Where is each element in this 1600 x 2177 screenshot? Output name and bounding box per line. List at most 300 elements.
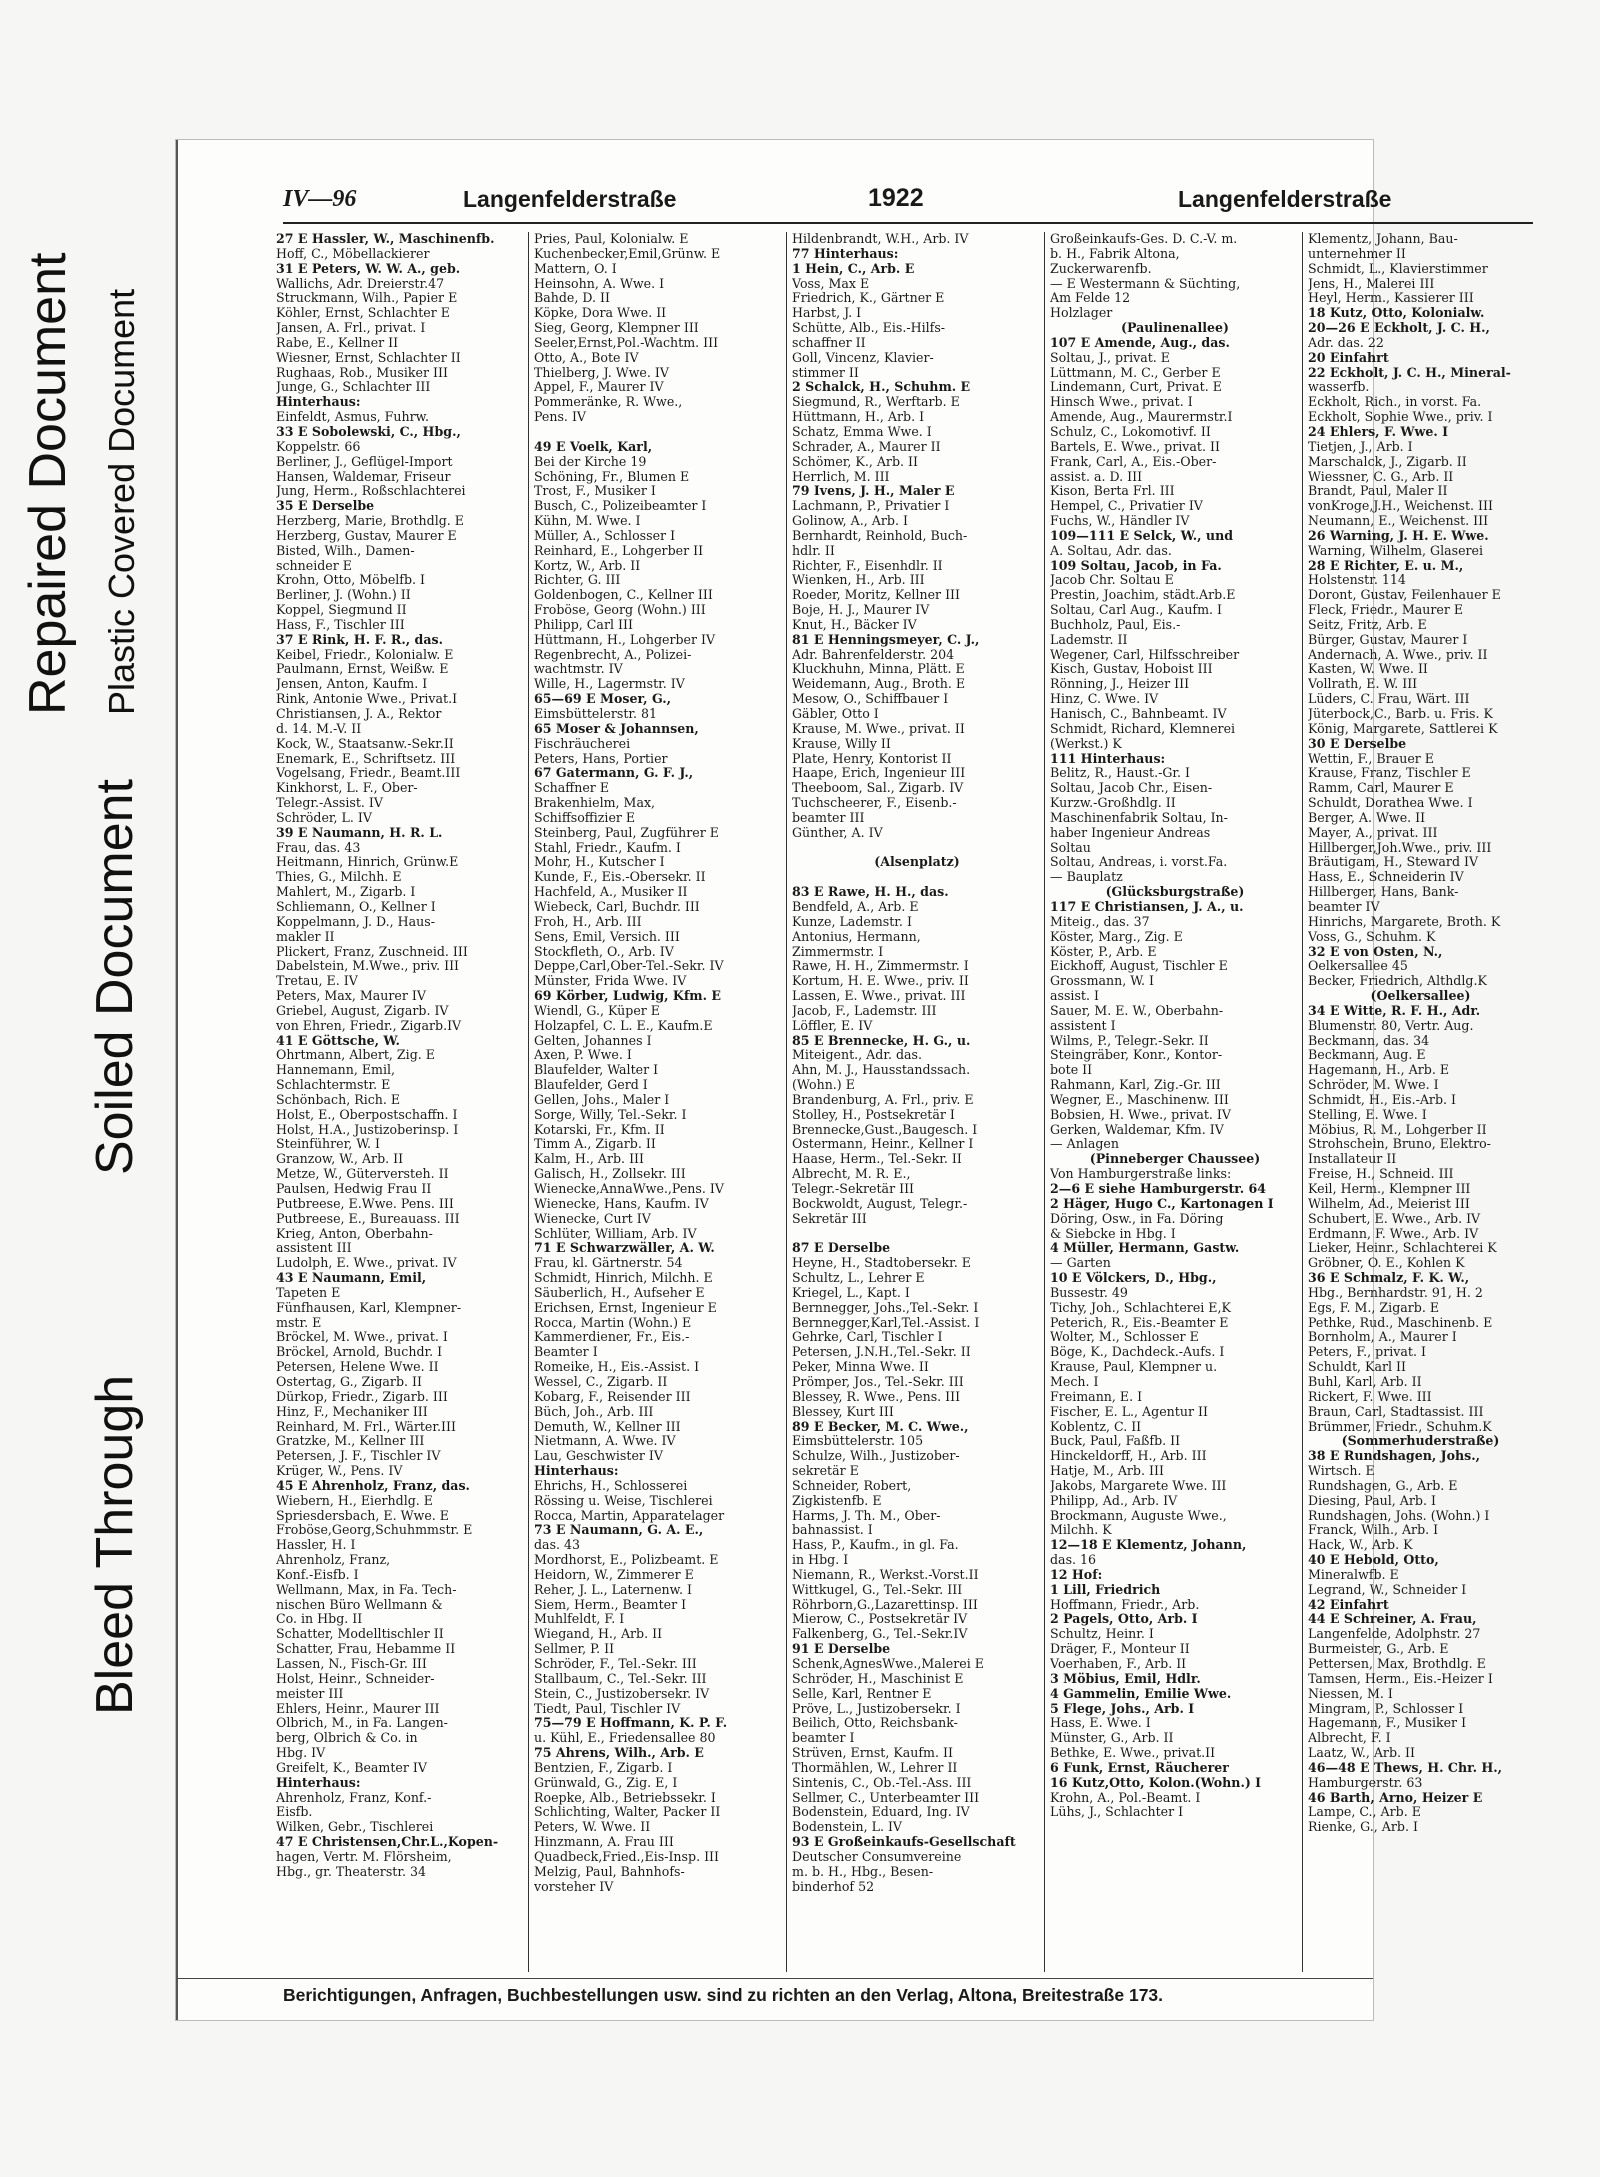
directory-entry: Rundshagen, Johs. (Wohn.) I bbox=[1308, 1508, 1490, 1523]
directory-entry: Dräger, F., Monteur II bbox=[1050, 1642, 1190, 1657]
directory-entry: Voss, Max E bbox=[792, 276, 870, 291]
directory-entry: Milchh. K bbox=[1050, 1523, 1112, 1538]
directory-entry: Peker, Minna Wwe. II bbox=[792, 1360, 929, 1375]
directory-entry: Mierow, C., Postsekretär IV bbox=[792, 1612, 968, 1627]
directory-entry: Schultz, L., Lehrer E bbox=[792, 1271, 925, 1286]
directory-entry: Richter, G. III bbox=[534, 573, 621, 588]
directory-entry: Pethke, Rud., Maschinenb. E bbox=[1308, 1315, 1493, 1330]
directory-entry: Wienken, H., Arb. III bbox=[792, 573, 925, 588]
directory-entry: 2—6 E siehe Hamburgerstr. 64 bbox=[1050, 1182, 1267, 1196]
directory-entry: Döring, Osw., in Fa. Döring bbox=[1050, 1211, 1224, 1226]
directory-entry: Wilhelm, Ad., Meierist III bbox=[1308, 1196, 1470, 1211]
directory-entry: Wirtsch. E bbox=[1308, 1464, 1375, 1479]
directory-entry: Prestin, Joachim, städt.Arb.E bbox=[1050, 588, 1236, 603]
directory-entry: Thormählen, W., Lehrer II bbox=[792, 1760, 958, 1775]
directory-entry: 6 Funk, Ernst, Räucherer bbox=[1050, 1760, 1229, 1775]
directory-entry: Großeinkaufs-Ges. D. C.-V. m. bbox=[1050, 232, 1238, 246]
directory-entry: unternehmer II bbox=[1308, 246, 1406, 261]
directory-entry: 42 Einfahrt bbox=[1308, 1597, 1389, 1612]
directory-entry: Beckmann, Aug. E bbox=[1308, 1048, 1426, 1063]
directory-entry: Spriesdersbach, E. Wwe. E bbox=[276, 1508, 449, 1523]
directory-entry: d. 14. M.-V. II bbox=[276, 721, 362, 736]
directory-entry: Bethke, E. Wwe., privat.II bbox=[1050, 1746, 1216, 1761]
directory-entry: Froböse, Georg (Wohn.) III bbox=[534, 603, 706, 618]
directory-entry: 16 Kutz,Otto, Kolon.(Wohn.) I bbox=[1050, 1775, 1262, 1790]
directory-entry: 65—69 E Moser, G., bbox=[534, 692, 672, 707]
directory-entry: Mattern, O. I bbox=[534, 261, 617, 276]
directory-entry: Putbreese, E.Wwe. Pens. III bbox=[276, 1196, 454, 1211]
directory-entry: Wessel, C., Zigarb. II bbox=[534, 1374, 668, 1389]
directory-entry: Schmidt, H., Eis.-Arb. I bbox=[1308, 1092, 1456, 1107]
directory-entry: u. Kühl, E., Friedensallee 80 bbox=[534, 1731, 716, 1746]
directory-entry: 32 E von Osten, N., bbox=[1308, 944, 1443, 959]
directory-entry: 4 Gammelin, Emilie Wwe. bbox=[1050, 1686, 1232, 1701]
directory-entry: Zuckerwarenfb. bbox=[1050, 261, 1152, 276]
directory-entry: bahnassist. I bbox=[792, 1523, 873, 1538]
directory-entry: Reher, J. L., Laternenw. I bbox=[534, 1582, 692, 1597]
directory-entry: Lüttmann, M. C., Gerber E bbox=[1050, 365, 1221, 380]
directory-entry: Selle, Karl, Rentner E bbox=[792, 1686, 932, 1701]
directory-entry: 67 Gatermann, G. F. J., bbox=[534, 766, 694, 781]
directory-entry: 27 E Hassler, W., Maschinenfb. bbox=[276, 232, 495, 246]
directory-entry: Romeike, H., Eis.-Assist. I bbox=[534, 1360, 700, 1375]
directory-entry: 85 E Brennecke, H. G., u. bbox=[792, 1033, 971, 1048]
directory-entry: Hinsch Wwe., privat. I bbox=[1050, 395, 1193, 410]
directory-entry: 2 Schalck, H., Schuhm. E bbox=[792, 380, 971, 395]
directory-entry: (Paulinenallee) bbox=[1120, 321, 1229, 336]
directory-entry: Dabelstein, M.Wwe., priv. III bbox=[276, 959, 460, 974]
directory-entry: Hamburgerstr. 63 bbox=[1308, 1775, 1423, 1790]
directory-entry: Bisted, Wilh., Damen- bbox=[276, 543, 415, 558]
directory-entry: 22 Eckholt, J. C. H., Mineral- bbox=[1308, 365, 1511, 380]
directory-entry: Schultz, Heinr. I bbox=[1050, 1627, 1154, 1642]
directory-entry: Löffler, E. IV bbox=[792, 1018, 873, 1033]
directory-entry: Tuchscheerer, F., Eisenb.- bbox=[792, 796, 957, 811]
directory-entry: Brandenburg, A. Frl., priv. E bbox=[792, 1092, 974, 1107]
directory-entry: Gehrke, Carl, Tischler I bbox=[792, 1330, 943, 1345]
directory-entry: Lühs, J., Schlachter I bbox=[1050, 1805, 1184, 1820]
directory-entry: Günther, A. IV bbox=[792, 825, 883, 840]
directory-entry: Hoffmann, Friedr., Arb. bbox=[1050, 1597, 1200, 1612]
directory-entry bbox=[792, 1227, 1042, 1242]
directory-entry: Bernhardt, Reinhold, Buch- bbox=[792, 528, 968, 543]
directory-entry: Freimann, E. I bbox=[1050, 1389, 1143, 1404]
directory-entry: Kortum, H. E. Wwe., priv. II bbox=[792, 974, 969, 989]
directory-entry: m. b. H., Hbg., Besen- bbox=[792, 1864, 934, 1879]
directory-entry: 45 E Ahrenholz, Franz, das. bbox=[276, 1478, 470, 1493]
directory-entry bbox=[534, 425, 784, 440]
directory-entry: assist. I bbox=[1050, 989, 1099, 1004]
directory-entry: Hinckeldorff, H., Arb. III bbox=[1050, 1449, 1207, 1464]
directory-entry: Peters, Hans, Portier bbox=[534, 751, 668, 766]
directory-entry: Haase, Herm., Tel.-Sekr. II bbox=[792, 1152, 962, 1167]
directory-entry: 83 E Rawe, H. H., das. bbox=[792, 885, 949, 900]
directory-entry: Krüger, W., Pens. IV bbox=[276, 1464, 403, 1479]
directory-entry: 77 Hinterhaus: bbox=[792, 246, 899, 261]
directory-entry: 3 Möbius, Emil, Hdlr. bbox=[1050, 1671, 1201, 1686]
directory-entry: Blaufelder, Walter I bbox=[534, 1063, 659, 1078]
directory-entry: Langenfelde, Adolphstr. 27 bbox=[1308, 1627, 1481, 1642]
directory-entry: Tamsen, Herm., Eis.-Heizer I bbox=[1308, 1671, 1493, 1686]
directory-entry: Christiansen, J. A., Rektor bbox=[276, 707, 442, 721]
directory-entry: Beamter I bbox=[534, 1345, 598, 1360]
directory-entry: 75—79 E Hoffmann, K. P. F. bbox=[534, 1716, 728, 1731]
directory-entry: Maschinenfabrik Soltau, In- bbox=[1050, 810, 1228, 825]
directory-entry: Klementz, Johann, Bau- bbox=[1308, 232, 1458, 246]
directory-entry: Doront, Gustav, Feilenhauer E bbox=[1308, 588, 1501, 603]
directory-entry: Stein, C., Justizobersekr. IV bbox=[534, 1686, 710, 1701]
directory-entry: & Siebcke in Hbg. I bbox=[1050, 1226, 1176, 1241]
directory-entry: 28 E Richter, E. u. M., bbox=[1308, 558, 1464, 573]
directory-entry: Schömer, K., Arb. II bbox=[792, 454, 918, 469]
directory-entry: Theeboom, Sal., Zigarb. IV bbox=[792, 781, 964, 796]
directory-entry: 36 E Schmalz, F. K. W., bbox=[1308, 1271, 1470, 1286]
directory-entry: Boje, H. J., Maurer IV bbox=[792, 603, 930, 618]
directory-entry: Hinz, C. Wwe. IV bbox=[1050, 692, 1159, 707]
directory-entry: Mayer, A., privat. III bbox=[1308, 825, 1438, 840]
directory-entry: Plickert, Franz, Zuschneid. III bbox=[276, 944, 468, 959]
directory-entry: Rössing u. Weise, Tischlerei bbox=[534, 1493, 713, 1508]
directory-entry: beamter III bbox=[792, 810, 865, 825]
directory-entry: makler II bbox=[276, 929, 335, 944]
directory-entry: vorsteher IV bbox=[534, 1879, 614, 1894]
directory-entry: Telegr.-Sekretär III bbox=[792, 1182, 915, 1196]
directory-entry: Kurzw.-Großhdlg. II bbox=[1050, 796, 1176, 811]
directory-entry: Hinzmann, A. Frau III bbox=[534, 1835, 674, 1850]
directory-entry: Dürkop, Friedr., Zigarb. III bbox=[276, 1389, 448, 1404]
directory-entry: Krause, M. Wwe., privat. II bbox=[792, 721, 965, 736]
directory-entry: Krause, Willy II bbox=[792, 736, 891, 751]
directory-entry: Eimsbüttelerstr. 105 bbox=[792, 1434, 924, 1449]
directory-entry: Timm A., Zigarb. II bbox=[534, 1137, 656, 1152]
directory-entry: Schuldt, Karl II bbox=[1308, 1360, 1406, 1375]
directory-entry: Rundshagen, G., Arb. E bbox=[1308, 1478, 1458, 1493]
directory-entry: 79 Ivens, J. H., Maler E bbox=[792, 484, 955, 499]
directory-entry: assistent I bbox=[1050, 1018, 1116, 1033]
directory-entry: 109—111 E Selck, W., und bbox=[1050, 528, 1234, 543]
directory-entry: Köhler, Ernst, Schlachter E bbox=[276, 306, 450, 321]
directory-entry: Wolter, M., Schlosser E bbox=[1050, 1330, 1199, 1345]
directory-entry: von Ehren, Friedr., Zigarb.IV bbox=[276, 1018, 462, 1033]
directory-entry: — Garten bbox=[1050, 1256, 1111, 1271]
directory-entry: Jacob Chr. Soltau E bbox=[1050, 573, 1174, 588]
directory-entry: Putbreese, E., Bureauass. III bbox=[276, 1211, 460, 1226]
directory-entry: 89 E Becker, M. C. Wwe., bbox=[792, 1419, 969, 1434]
directory-entry: Eickhoff, August, Tischler E bbox=[1050, 959, 1228, 974]
directory-entry: Kuchenbecker,Emil,Grünw. E bbox=[534, 246, 721, 261]
directory-entry: Franck, Wilh., Arb. I bbox=[1308, 1523, 1439, 1538]
directory-page bbox=[176, 140, 1511, 2020]
directory-entry: 10 E Völckers, D., Hbg., bbox=[1050, 1271, 1217, 1286]
tab-soiled-label: Soiled Document bbox=[86, 779, 144, 1175]
column-5 bbox=[1308, 232, 1533, 1835]
directory-entry: Frau, kl. Gärtnerstr. 54 bbox=[534, 1256, 683, 1271]
directory-entry: 93 E Großeinkaufs-Gesellschaft bbox=[792, 1835, 1016, 1850]
directory-entry: Hatje, M., Arb. III bbox=[1050, 1464, 1164, 1479]
directory-entry: Buchholz, Paul, Eis.- bbox=[1050, 617, 1181, 632]
directory-entry: Schmidt, L., Klavierstimmer bbox=[1308, 261, 1488, 276]
directory-entry: Grossmann, W. I bbox=[1050, 974, 1154, 989]
directory-entry: schneider E bbox=[276, 558, 352, 573]
directory-entry: Keibel, Friedr., Kolonialw. E bbox=[276, 647, 454, 662]
directory-entry: Sellmer, C., Unterbeamter III bbox=[792, 1790, 980, 1805]
street-name-left: Langenfelderstraße bbox=[463, 186, 677, 212]
directory-entry: Krieg, Anton, Oberbahn- bbox=[276, 1226, 433, 1241]
directory-entry: Gäbler, Otto I bbox=[792, 707, 879, 721]
directory-entry: Sorge, Willy, Tel.-Sekr. I bbox=[534, 1107, 687, 1122]
directory-entry: Konf.-Eisfb. I bbox=[276, 1567, 359, 1582]
directory-entry: Eckholt, Sophie Wwe., priv. I bbox=[1308, 410, 1493, 425]
directory-entry: Hagemann, H., Arb. E bbox=[1308, 1063, 1450, 1078]
directory-entry: Voss, G., Schuhm. K bbox=[1308, 929, 1436, 944]
directory-entry: Schulz, C., Lokomotivf. II bbox=[1050, 424, 1211, 439]
directory-entry: Jüterbock,C., Barb. u. Fris. K bbox=[1308, 707, 1493, 721]
directory-entry: 39 E Naumann, H. R. L. bbox=[276, 825, 443, 840]
directory-entry: 18 Kutz, Otto, Kolonialw. bbox=[1308, 306, 1485, 321]
directory-entry: Lindemann, Curt, Privat. E bbox=[1050, 380, 1222, 395]
directory-entry: Blessey, R. Wwe., Pens. III bbox=[792, 1389, 961, 1404]
directory-entry: 26 Warning, J. H. E. Wwe. bbox=[1308, 528, 1489, 543]
directory-entry: Egs, F. M., Zigarb. E bbox=[1308, 1300, 1440, 1315]
directory-entry: Wiessner, C. G., Arb. II bbox=[1308, 469, 1454, 484]
directory-entry: Holzapfel, C. L. E., Kaufm.E bbox=[534, 1018, 713, 1033]
column-divider bbox=[1302, 232, 1303, 1972]
directory-entry: Greifelt, K., Beamter IV bbox=[276, 1760, 427, 1775]
directory-entry: Lieker, Heinr., Schlachterei K bbox=[1308, 1241, 1497, 1256]
directory-entry: Goll, Vincenz, Klavier- bbox=[792, 350, 934, 365]
directory-entry: Schlachtermstr. E bbox=[276, 1078, 391, 1093]
directory-entry: Ostertag, G., Zigarb. II bbox=[276, 1374, 422, 1389]
directory-entry: Schlüter, William, Arb. IV bbox=[534, 1226, 697, 1241]
directory-entry: 91 E Derselbe bbox=[792, 1642, 891, 1657]
directory-entry: Pröve, L., Justizobersekr. I bbox=[792, 1701, 961, 1716]
directory-entry: Prömper, Jos., Tel.-Sekr. III bbox=[792, 1374, 964, 1389]
directory-entry: Ahrenholz, Franz, bbox=[276, 1553, 391, 1568]
directory-entry: Sauer, M. E. W., Oberbahn- bbox=[1050, 1003, 1224, 1018]
directory-entry: Heyne, H., Stadtobersekr. E bbox=[792, 1256, 971, 1271]
directory-entry: 20 Einfahrt bbox=[1308, 350, 1389, 365]
directory-entry: Buhl, Karl, Arb. II bbox=[1308, 1374, 1422, 1389]
directory-entry: Hansen, Waldemar, Friseur bbox=[276, 469, 451, 484]
directory-entry: Bornholm, A., Maurer I bbox=[1308, 1330, 1457, 1345]
directory-entry: Hass, E., Schneiderin IV bbox=[1308, 870, 1464, 885]
directory-entry: Installateur II bbox=[1308, 1152, 1397, 1167]
directory-entry: 41 E Göttsche, W. bbox=[276, 1033, 400, 1048]
directory-entry: Froböse,Georg,Schuhmmstr. E bbox=[276, 1523, 473, 1538]
directory-entry: Schmidt, Hinrich, Milchh. E bbox=[534, 1271, 713, 1286]
directory-entry: Steinberg, Paul, Zugführer E bbox=[534, 825, 719, 840]
directory-entry: Wettin, F., Brauer E bbox=[1308, 751, 1434, 766]
directory-entry: 46 Barth, Arno, Heizer E bbox=[1308, 1790, 1483, 1805]
directory-entry: 38 E Rundshagen, Johs., bbox=[1308, 1449, 1481, 1464]
directory-entry: Sellmer, P. II bbox=[534, 1642, 615, 1657]
directory-entry: Hass, F., Tischler III bbox=[276, 617, 405, 632]
directory-entry: 20—26 E Eckholt, J. C. H., bbox=[1308, 321, 1490, 336]
directory-entry: 73 E Naumann, G. A. E., bbox=[534, 1523, 704, 1538]
directory-entry: Hempel, C., Privatier IV bbox=[1050, 499, 1203, 514]
directory-entry: Eckholt, Rich., in vorst. Fa. bbox=[1308, 395, 1482, 410]
directory-entry: Junge, G., Schlachter III bbox=[276, 380, 431, 395]
directory-entry: Lassen, E. Wwe., privat. III bbox=[792, 989, 966, 1004]
directory-entry: Hagemann, F., Musiker I bbox=[1308, 1716, 1467, 1731]
directory-entry: beamter IV bbox=[1308, 899, 1380, 914]
directory-entry bbox=[792, 841, 1042, 856]
directory-entry: Stolley, H., Postsekretär I bbox=[792, 1107, 955, 1122]
directory-entry: stimmer II bbox=[792, 365, 859, 380]
directory-entry: Paulsen, Hedwig Frau II bbox=[276, 1182, 432, 1196]
directory-entry: Gelten, Johannes I bbox=[534, 1033, 652, 1048]
directory-entry: binderhof 52 bbox=[792, 1879, 875, 1894]
directory-entry: Ohrtmann, Albert, Zig. E bbox=[276, 1048, 435, 1063]
directory-entry: Ehlers, Heinr., Maurer III bbox=[276, 1701, 440, 1716]
directory-entry: Sens, Emil, Versich. III bbox=[534, 929, 680, 944]
directory-entry: Philipp, Ad., Arb. IV bbox=[1050, 1493, 1178, 1508]
directory-entry: Legrand, W., Schneider I bbox=[1308, 1582, 1467, 1597]
directory-entry: Bei der Kirche 19 bbox=[534, 454, 647, 469]
directory-entry: Lassen, N., Fisch-Gr. III bbox=[276, 1657, 427, 1671]
directory-entry: Hoff, C., Möbellackierer bbox=[276, 246, 430, 261]
directory-entry: Krohn, Otto, Möbelfb. I bbox=[276, 573, 425, 588]
directory-entry: Wilms, P., Telegr.-Sekr. II bbox=[1050, 1033, 1209, 1048]
directory-entry: Gröbner, O. E., Kohlen K bbox=[1308, 1256, 1465, 1271]
directory-entry: Röhrborn,G.,Lazarettinsp. III bbox=[792, 1597, 978, 1612]
directory-entry: — E Westermann & Süchting, bbox=[1050, 276, 1241, 291]
directory-entry: Ludolph, E. Wwe., privat. IV bbox=[276, 1256, 457, 1271]
directory-entry: Hachfeld, A., Musiker II bbox=[534, 885, 688, 900]
directory-entry: Harbst, J. I bbox=[792, 306, 862, 321]
directory-entry: Jansen, A. Frl., privat. I bbox=[276, 321, 426, 336]
footer-rule bbox=[178, 1978, 1373, 1979]
directory-entry: Strohschein, Bruno, Elektro- bbox=[1308, 1137, 1491, 1152]
directory-entry: Regenbrecht, A., Polizei- bbox=[534, 647, 692, 662]
directory-entry: Metze, W., Güterversteh. II bbox=[276, 1167, 449, 1182]
directory-entry: 33 E Sobolewski, C., Hbg., bbox=[276, 424, 461, 439]
directory-entry: Schmidt, Richard, Klemnerei bbox=[1050, 721, 1236, 736]
directory-entry: Olbrich, M., in Fa. Langen- bbox=[276, 1716, 448, 1731]
directory-entry: Kunde, F., Eis.-Obersekr. II bbox=[534, 870, 706, 885]
directory-entry: 4 Müller, Hermann, Gastw. bbox=[1050, 1241, 1240, 1256]
directory-entry: Rickert, F. Wwe. III bbox=[1308, 1389, 1432, 1404]
directory-entry: Schenk,AgnesWwe.,Malerei E bbox=[792, 1657, 984, 1671]
directory-entry: Koppelmann, J. D., Haus- bbox=[276, 914, 435, 929]
directory-entry: Peters, F., privat. I bbox=[1308, 1345, 1426, 1360]
directory-entry: Fuchs, W., Händler IV bbox=[1050, 514, 1190, 529]
directory-entry: Pettersen, Max, Brothdlg. E bbox=[1308, 1657, 1486, 1671]
directory-entry: Siegmund, R., Werftarb. E bbox=[792, 395, 960, 410]
directory-entry: Jens, H., Malerei III bbox=[1308, 276, 1435, 291]
directory-entry: Schneider, Robert, bbox=[792, 1478, 912, 1493]
directory-entry: Soltau, Jacob Chr., Eisen- bbox=[1050, 781, 1213, 796]
directory-entry: Köpke, Dora Wwe. II bbox=[534, 306, 667, 321]
directory-entry: Herzberg, Gustav, Maurer E bbox=[276, 528, 457, 543]
directory-entry: Wienecke, Hans, Kaufm. IV bbox=[534, 1196, 709, 1211]
directory-entry: Wallichs, Adr. Dreierstr.47 bbox=[276, 276, 445, 291]
directory-entry: Wiebern, H., Eierhdlg. E bbox=[276, 1493, 434, 1508]
directory-entry: Deppe,Carl,Ober-Tel.-Sekr. IV bbox=[534, 959, 724, 974]
directory-entry: Wiesner, Ernst, Schlachter II bbox=[276, 350, 461, 365]
directory-entry: Koblentz, C. II bbox=[1050, 1419, 1142, 1434]
directory-entry: Bussestr. 49 bbox=[1050, 1285, 1128, 1300]
directory-entry: Wiendl, G., Küper E bbox=[534, 1003, 661, 1018]
directory-entry: Mesow, O., Schiffbauer I bbox=[792, 692, 949, 707]
directory-entry: Holzlager bbox=[1050, 306, 1113, 321]
directory-entry: bote II bbox=[1050, 1063, 1093, 1078]
directory-entry: 37 E Rink, H. F. R., das. bbox=[276, 632, 443, 647]
directory-entry: Jensen, Anton, Kaufm. I bbox=[276, 677, 428, 692]
directory-entry: Wienecke,AnnaWwe.,Pens. IV bbox=[534, 1182, 724, 1196]
directory-entry: Kisch, Gustav, Hoboist III bbox=[1050, 662, 1213, 677]
directory-entry: Wegner, E., Maschinenw. III bbox=[1050, 1092, 1229, 1107]
directory-entry: Tietjen, J., Arb. I bbox=[1308, 439, 1413, 454]
directory-entry: Jakobs, Margarete Wwe. III bbox=[1050, 1478, 1227, 1493]
directory-entry: Trost, F., Musiker I bbox=[534, 484, 656, 499]
directory-entry: Pries, Paul, Kolonialw. E bbox=[534, 232, 689, 246]
directory-entry: meister III bbox=[276, 1686, 344, 1701]
directory-entry: Bernnegger,Karl,Tel.-Assist. I bbox=[792, 1315, 980, 1330]
directory-entry: Wittkugel, G., Tel.-Sekr. III bbox=[792, 1582, 963, 1597]
directory-entry: Mingram, P., Schlosser I bbox=[1308, 1701, 1464, 1716]
directory-entry: Schiffsoffizier E bbox=[534, 810, 636, 825]
directory-entry: Knut, H., Bäcker IV bbox=[792, 617, 917, 632]
directory-entry: Warning, Wilhelm, Glaserei bbox=[1308, 543, 1484, 558]
directory-entry: wachtmstr. IV bbox=[534, 662, 623, 677]
column-divider bbox=[786, 232, 787, 1972]
directory-entry: Eisfb. bbox=[276, 1805, 313, 1820]
directory-entry: Bröckel, M. Wwe., privat. I bbox=[276, 1330, 448, 1345]
directory-columns bbox=[276, 232, 1536, 1972]
directory-entry: Soltau, Andreas, i. vorst.Fa. bbox=[1050, 855, 1228, 870]
directory-entry: Bahde, D. II bbox=[534, 291, 610, 306]
directory-entry: 43 E Naumann, Emil, bbox=[276, 1271, 427, 1286]
directory-entry: Kotarski, Fr., Kfm. II bbox=[534, 1122, 665, 1137]
directory-entry: b. H., Fabrik Altona, bbox=[1050, 246, 1180, 261]
directory-entry: Wiebeck, Carl, Buchdr. III bbox=[534, 899, 700, 914]
directory-entry: Hildenbrandt, W.H., Arb. IV bbox=[792, 232, 969, 246]
directory-entry: (Glücksburgstraße) bbox=[1105, 885, 1245, 900]
directory-entry: Fischer, E. L., Agentur II bbox=[1050, 1404, 1208, 1419]
directory-entry: Bartels, E. Wwe., privat. II bbox=[1050, 439, 1220, 454]
directory-entry: Zigkistenfb. E bbox=[792, 1493, 882, 1508]
column-1 bbox=[276, 232, 526, 1880]
directory-entry: Soltau bbox=[1050, 840, 1091, 855]
directory-entry: Schütte, Alb., Eis.-Hilfs- bbox=[792, 321, 946, 336]
directory-entry: Tapeten E bbox=[276, 1285, 341, 1300]
directory-entry: Hüttmann, H., Lohgerber IV bbox=[534, 632, 716, 647]
directory-entry: Mahlert, M., Zigarb. I bbox=[276, 885, 416, 900]
directory-entry: Andernach, A. Wwe., priv. II bbox=[1308, 647, 1488, 662]
directory-entry: Sieg, Georg, Klempner III bbox=[534, 321, 699, 336]
directory-entry: Friedrich, K., Gärtner E bbox=[792, 291, 945, 306]
tab-repaired-label: Repaired Document bbox=[19, 252, 77, 715]
directory-entry: Holst, H.A., Justizoberinsp. I bbox=[276, 1122, 459, 1137]
directory-entry: Heinsohn, A. Wwe. I bbox=[534, 276, 665, 291]
directory-entry: Rughaas, Rob., Musiker III bbox=[276, 365, 448, 380]
directory-entry: Becker, Friedrich, Althdlg.K bbox=[1308, 974, 1487, 989]
directory-entry: Stahl, Friedr., Kaufm. I bbox=[534, 840, 681, 855]
directory-entry: Stallbaum, C., Tel.-Sekr. III bbox=[534, 1671, 707, 1686]
directory-entry: Köster, P., Arb. E bbox=[1050, 944, 1157, 959]
directory-entry: Oelkersallee 45 bbox=[1308, 959, 1408, 974]
directory-entry: Gellen, Johs., Maler I bbox=[534, 1092, 670, 1107]
directory-entry: Köster, Marg., Zig. E bbox=[1050, 929, 1183, 944]
directory-entry: sekretär E bbox=[792, 1464, 859, 1479]
directory-entry: Schrader, A., Maurer II bbox=[792, 439, 941, 454]
directory-entry: 5 Flege, Johs., Arb. I bbox=[1050, 1701, 1195, 1716]
directory-entry: Kison, Berta Frl. III bbox=[1050, 484, 1175, 499]
directory-entry: Hinrichs, Margarete, Broth. K bbox=[1308, 914, 1501, 929]
directory-entry: Fleck, Friedr., Maurer E bbox=[1308, 603, 1464, 618]
directory-entry: Bentzien, F., Zigarb. I bbox=[534, 1760, 673, 1775]
